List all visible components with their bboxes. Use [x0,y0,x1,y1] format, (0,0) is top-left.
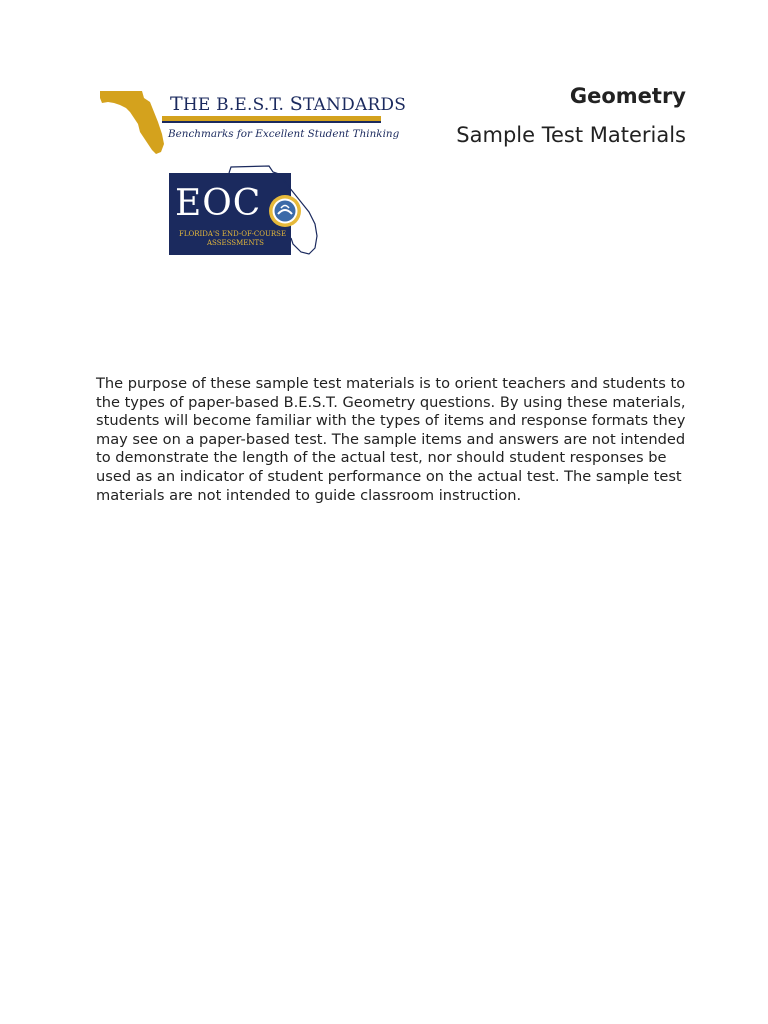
eoc-letters: EOC [175,183,262,224]
intro-paragraph: The purpose of these sample test materials is to orient teachers and students to the types of paper-based B.E.S.T. Geometry questions. By using these materials, students will become familiar with the types of items and response formats they may see on a paper-based test. The sample items and answers are not intended to demonstrate the length of the actual test, nor should student responses be used as an indicator of student performance on the actual test. The sample test materials are not intended to guide classroom instruction. [96,375,686,504]
eoc-logo [169,164,321,257]
eoc-caption-line1: FLORIDA'S END-OF-COURSE [179,230,287,238]
best-standards-logo [96,86,407,156]
florida-seal-icon [268,194,302,228]
page-title: Geometry [569,84,686,108]
best-standards-tagline: Benchmarks for Excellent Student Thinking [168,128,400,140]
page-subtitle: Sample Test Materials [456,123,686,147]
eoc-caption-line2: ASSESSMENTS [207,239,264,247]
best-logo-navy-bar [162,121,381,123]
best-standards-title: THE B.E.S.T. STANDARDS [170,93,407,115]
florida-map-icon [98,88,166,156]
